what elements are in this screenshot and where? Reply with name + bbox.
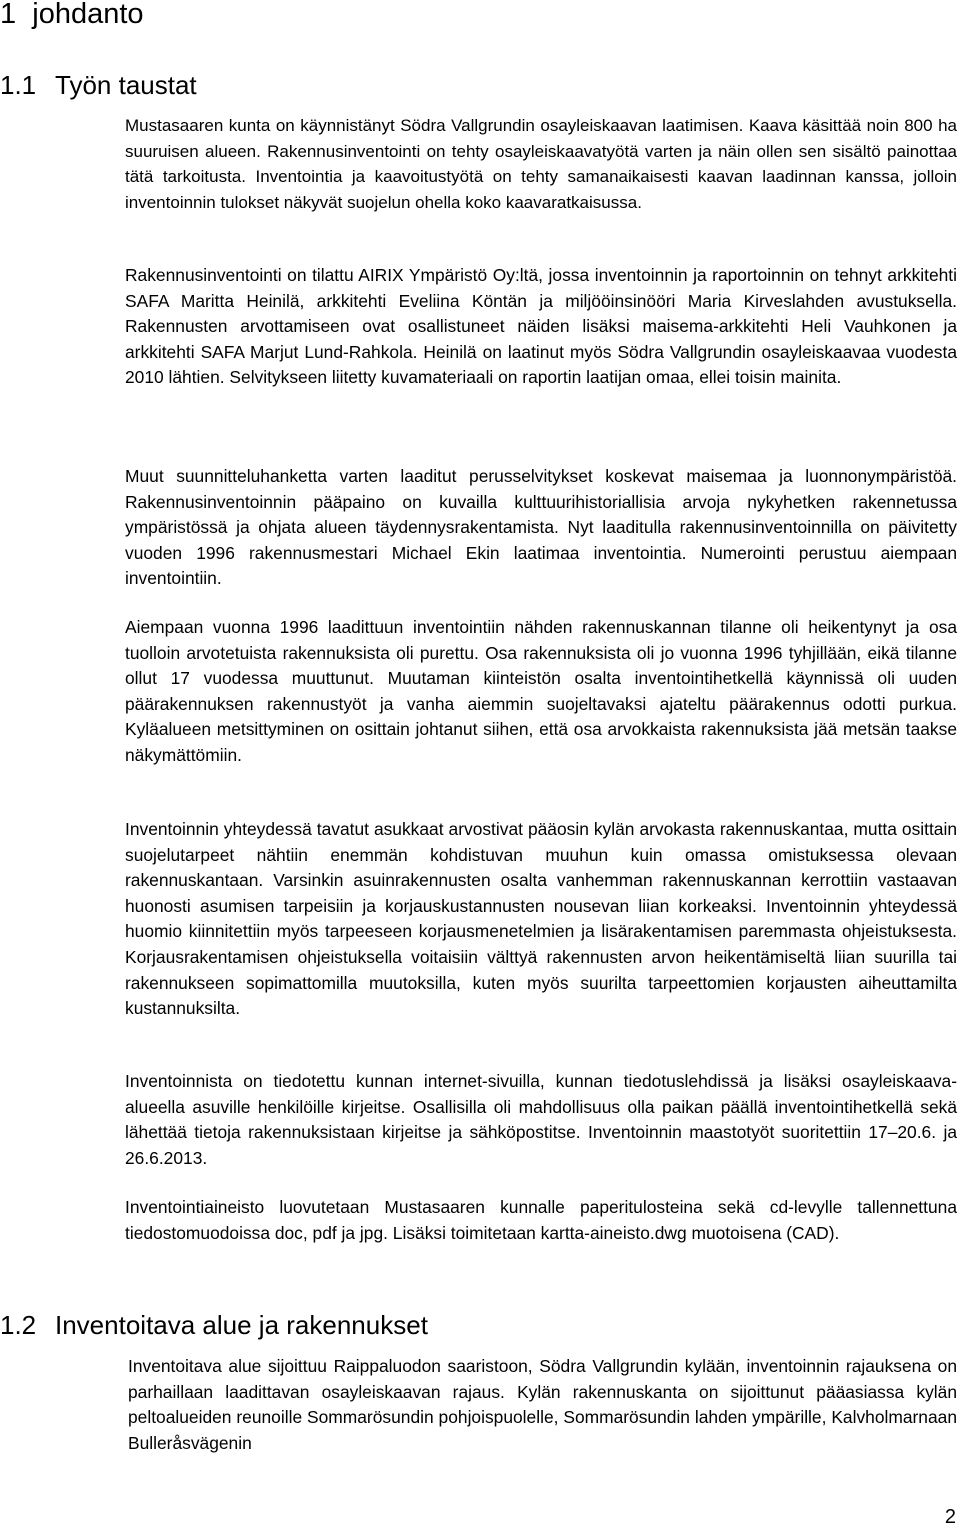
paragraph: Inventoitava alue sijoittuu Raippaluodon saaristoon, Södra Vallgrundin kylään, inventoinnin rajauksena on parhaillaan laadittavan osayleiskaavan rajaus. Kylän rakennuskanta on sijoittunut pääasiassa kylän peltoalueiden reunoille Sommarösundin pohjoispuolelle, Sommarösundin lahden ympärille, Kalvholmarnaan Bulleråsvägenin [128, 1356, 957, 1453]
section-title: Työn taustat [55, 70, 197, 100]
paragraph: Muut suunnitteluhanketta varten laaditut perusselvitykset koskevat maisemaa ja luonnonympäristöä. Rakennusinventoinnin pääpaino on kuvailla kulttuurihistoriallisia arvoja nykyhetken rakennetussa ympäristössä ja ohjata alueen täydennysrakentamista. Nyt laaditulla rakennusinventoinnilla on päivitetty vuoden 1996 rakennusmestari Michael Ekin laatimaa inventointia. Numerointi perustuu aiempaan inventointiin. [125, 466, 957, 589]
chapter-title: johdanto [32, 0, 144, 30]
chapter-number: 1 [0, 0, 17, 30]
chapter-heading [0, 0, 144, 31]
section-heading-1-1 [0, 70, 197, 101]
paragraph: Mustasaaren kunta on käynnistänyt Södra Vallgrundin osayleiskaavan laatimisen. Kaava käsittää noin 800 ha suuruisen alueen. Rakennusinventointi on tehty osayleiskaavatyötä varten ja näin ollen sen sisältö painottaa tätä tarkoitusta. Inventointia ja kaavoitustyötä on tehty samanaikaisesti kaavan laadinnan kanssa, jolloin inventoinnin tulokset näkyvät suojelun ohella koko kaavaratkaisussa. [125, 116, 957, 212]
section-number: 1.2 [0, 1310, 37, 1340]
paragraph: Aiempaan vuonna 1996 laadittuun inventointiin nähden rakennuskannan tilanne oli heikentynyt ja osa tuolloin arvotetuista rakennuksista oli purettu. Osa rakennuksista oli jo vuonna 1996 tyhjillään, eikä tilanne ollut 17 vuodessa muuttunut. Muutaman kiinteistön osalta inventointihetkellä käynnissä oli uuden päärakennuksen rakennustyöt ja vanha aiemmin suojeltavaksi ajateltu päärakennus odotti purkua. Kyläalueen metsittyminen on osittain johtanut siihen, että osa arvokkaista rakennuksista jää metsän taakse näkymättömiin. [125, 617, 957, 765]
paragraph: Inventointiaineisto luovutetaan Mustasaaren kunnalle paperitulosteina sekä cd-levylle tallennettuna tiedostomuodoissa doc, pdf ja jpg. Lisäksi toimitetaan kartta-aineisto.dwg muotoisena (CAD). [125, 1197, 957, 1243]
section-heading-1-2 [0, 1310, 428, 1341]
page-number: 2 [944, 1506, 956, 1528]
paragraph: Inventoinnista on tiedotettu kunnan internet-sivuilla, kunnan tiedotuslehdissä ja lisäksi osayleiskaava-alueella asuville henkilöille kirjeitse. Osallisilla oli mahdollisuus olla paikan päällä inventointihetkellä sekä lähettää tietoja rakennuksistaan kirjeitse ja sähköpostitse. Inventoinnin maastotyöt suoritettiin 17–20.6. ja 26.6.2013. [125, 1071, 957, 1168]
paragraph: Inventoinnin yhteydessä tavatut asukkaat arvostivat pääosin kylän arvokasta rakennuskantaa, mutta osittain suojelutarpeet nähtiin enemmän kohdistuvan muuhun kuin omassa omistuksessa olevaan rakennuskantaan. Varsinkin asuinrakennusten osalta vanhemman rakennuskannan kerrottiin vastaavan huonosti asumisen tarpeisiin ja korjauskustannusten nousevan liian korkeaksi. Inventoinnin yhteydessä huomio kiinnitettiin myös tarpeeseen korjausmenetelmien ja lisärakentamisen paremmasta ohjeistuksesta. Korjausrakentamisen ohjeistuksella voitaisiin välttyä rakennusten arvon heikentämiseltä liian suurilla tai rakennukseen sopimattomilla muutoksilla, kuten myös suurilta tarpeettomien korjausten aiheuttamilta kustannuksilta. [125, 819, 957, 1019]
section-title: Inventoitava alue ja rakennukset [55, 1310, 428, 1340]
section-number: 1.1 [0, 70, 37, 100]
paragraph: Rakennusinventointi on tilattu AIRIX Ympäristö Oy:ltä, jossa inventoinnin ja raportoinnin on tehnyt arkkitehti SAFA Maritta Heinilä, arkkitehti Eveliina Köntän ja miljööinsinööri Maria Kirveslahden avustuksella. Rakennusten arvottamiseen ovat osallistuneet näiden lisäksi maisema-arkkitehti Heli Vauhkonen ja arkkitehti SAFA Marjut Lund-Rahkola. Heinilä on laatinut myös Södra Vallgrundin osayleiskaavaa vuodesta 2010 lähtien. Selvitykseen liitetty kuvamateriaali on raportin laatijan omaa, ellei toisin mainita. [125, 265, 957, 388]
